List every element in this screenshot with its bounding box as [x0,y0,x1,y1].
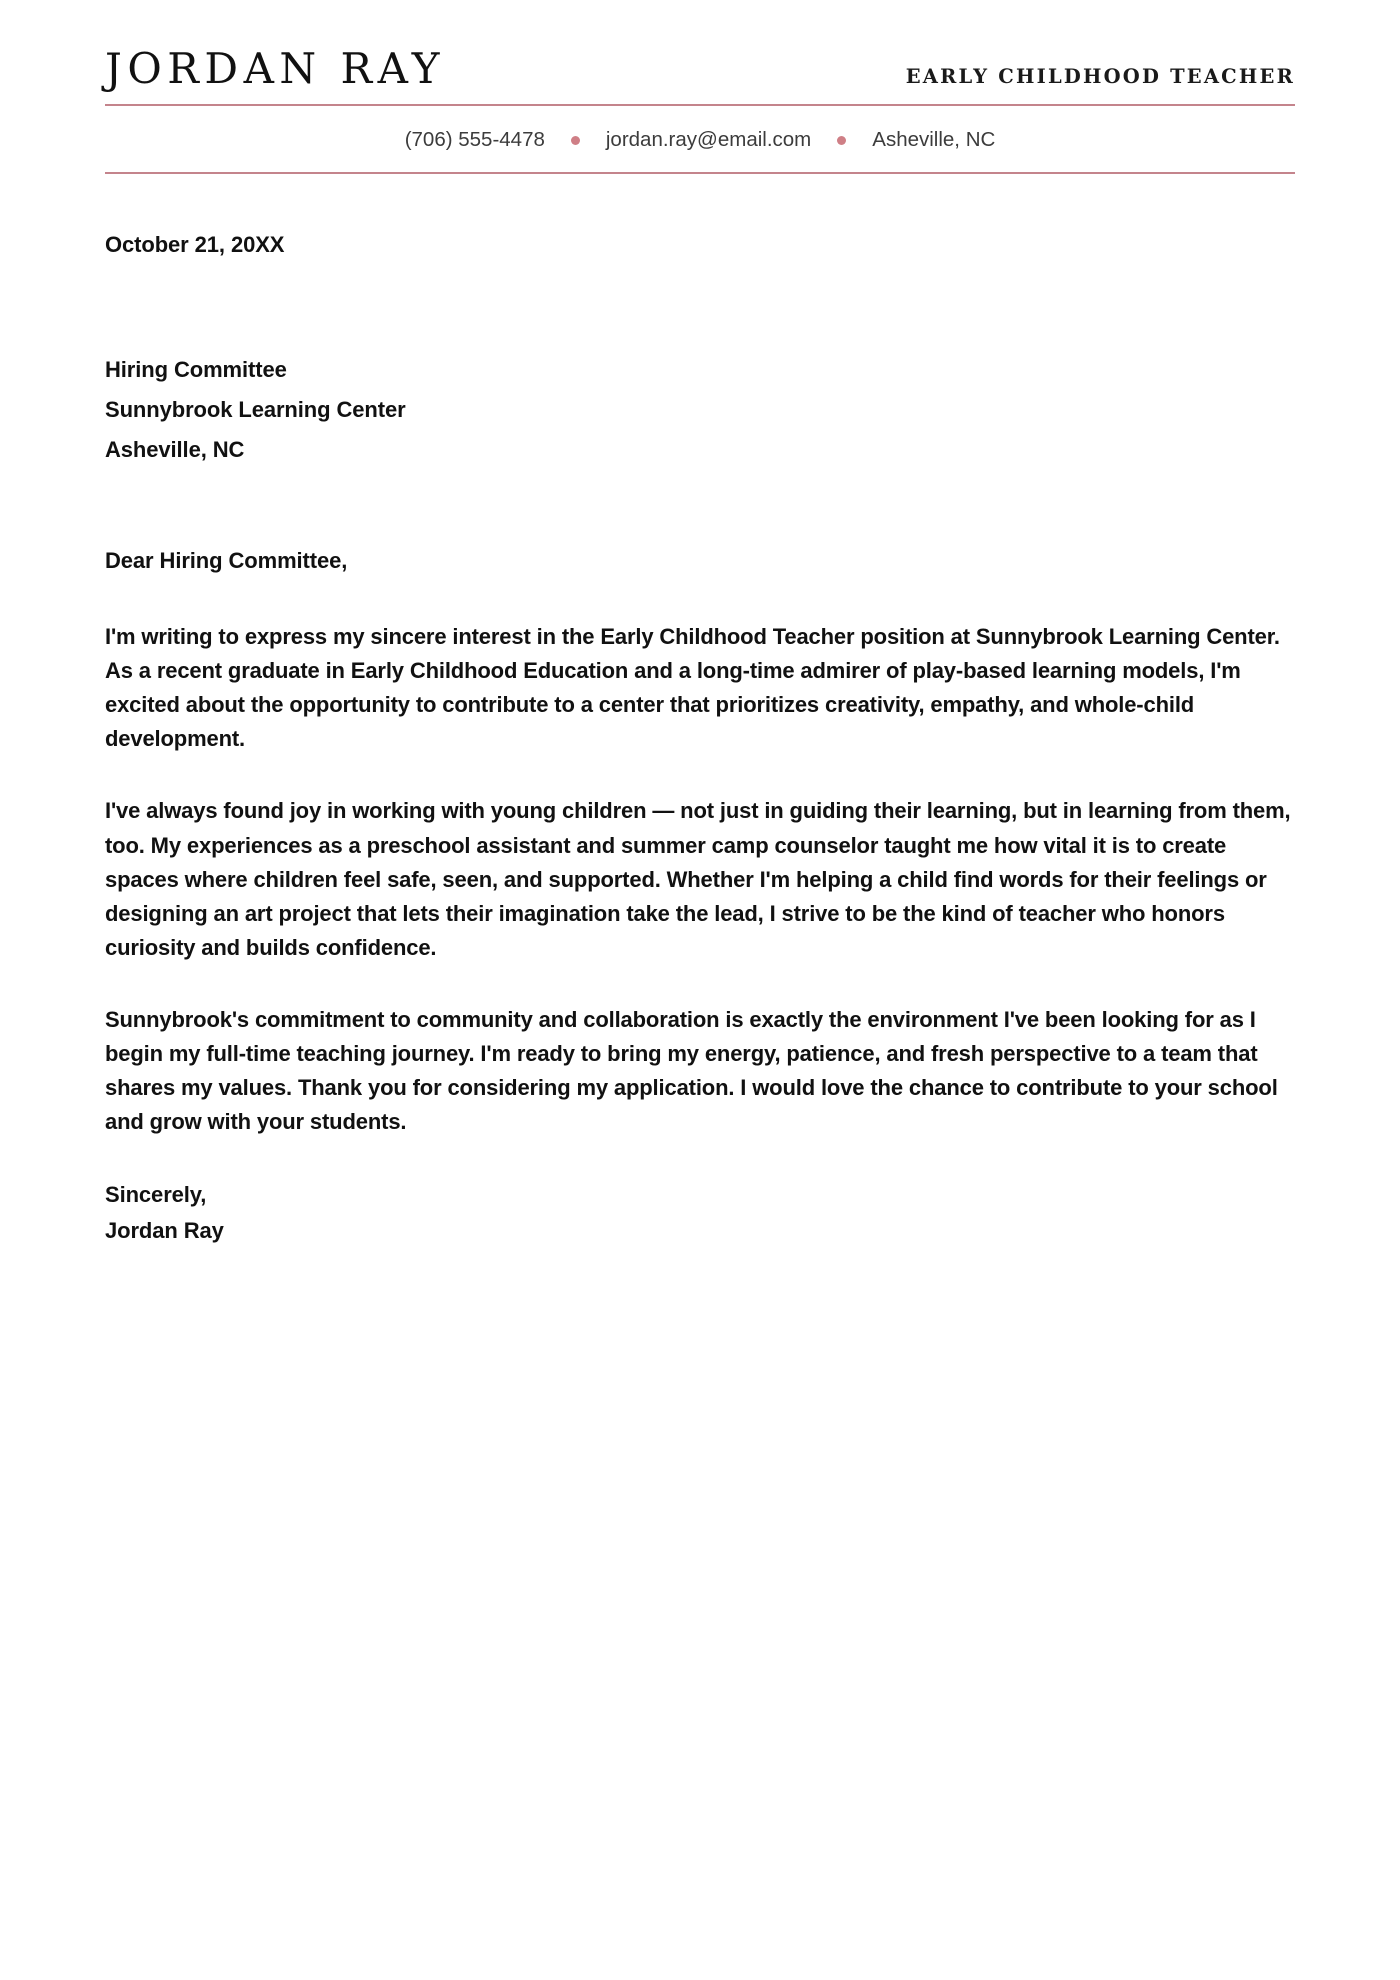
contact-phone[interactable]: (706) 555-4478 [404,128,545,151]
letter-paragraph-1: I'm writing to express my sincere interest in the Early Childhood Teacher position at Sunnybrook Learning Center. As a recent graduate in Early Childhood Education and a long-time admirer of play-based learning models, I'm excited about the opportunity to contribute to a center that prioritizes creativity, empathy, and whole-child development. [105,624,1280,752]
closing-valediction: Sincerely, [105,1182,207,1208]
closing-signature: Jordan Ray [105,1217,224,1243]
closing-block [105,1177,1295,1247]
recipient-block [105,350,1295,470]
letter-date: October 21, 20XX [105,232,285,257]
contact-email[interactable]: jordan.ray@email.com [605,128,812,151]
letter-paragraph-3: Sunnybrook's commitment to community and collaboration is exactly the environment I've been looking for as I begin my full-time teaching journey. I'm ready to bring my energy, patience, and fresh perspective to a team that shares my values. Thank you for considering my application. I would love the chance to contribute to your school and grow with your students. [105,1006,1278,1135]
applicant-name: JORDAN RAY [105,44,445,93]
bullet-dot-icon [571,136,580,145]
recipient-organization: Sunnybrook Learning Center [105,397,406,423]
recipient-location: Asheville, NC [105,437,245,463]
header-top-row [105,0,1295,104]
applicant-job-title: EARLY CHILDHOOD TEACHER [905,64,1295,88]
letter-paragraph-2: I've always found joy in working with young children — not just in guiding their learning, but in learning from them, too. My experiences as a preschool assistant and summer camp counselor taught me how vital it is to create spaces where children feel safe, seen, and supported. Whether I'm helping a child find words for their feelings or designing an art project that lets their imagination take the lead, I strive to be the kind of teacher who honors curiosity and builds confidence. [105,798,1291,960]
contact-location: Asheville, NC [872,128,996,151]
letter-body [105,174,1295,1248]
bullet-dot-icon [837,136,846,145]
letter-header [105,0,1295,174]
recipient-name: Hiring Committee [105,357,287,382]
contact-bar [105,106,1295,172]
letter-salutation: Dear Hiring Committee, [105,548,348,574]
